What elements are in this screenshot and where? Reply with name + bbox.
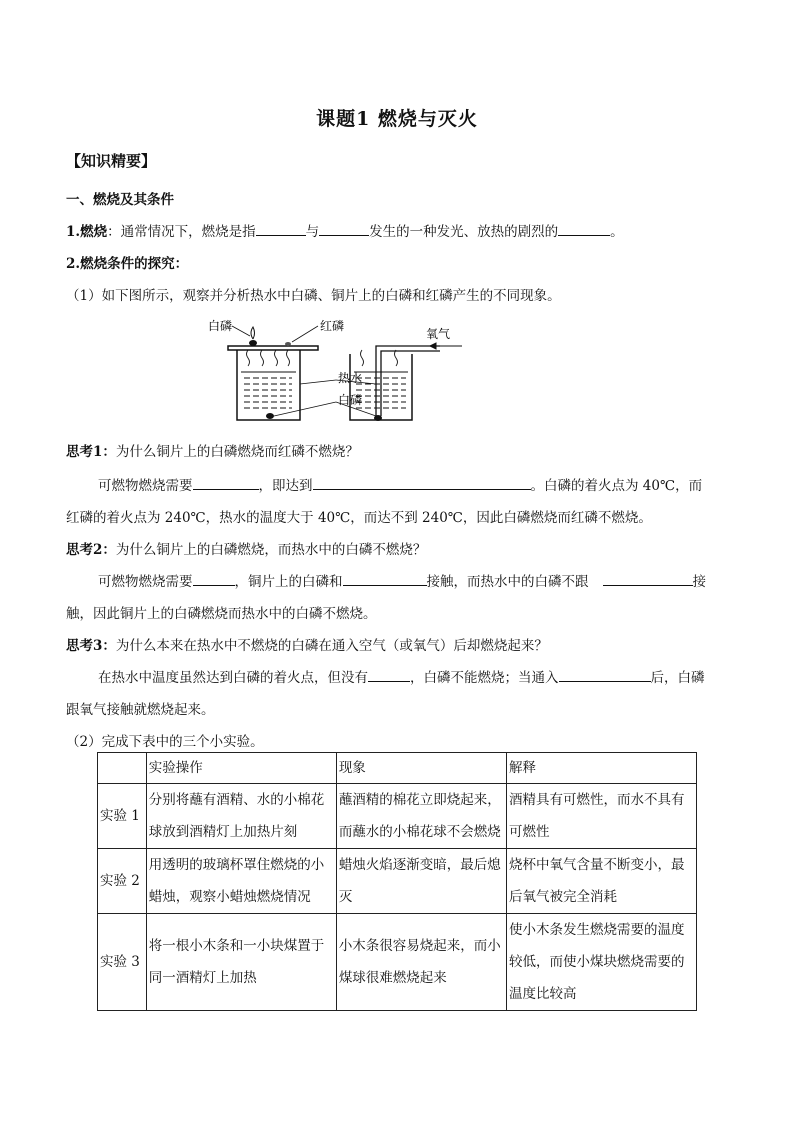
definition-label: 1.燃烧	[66, 224, 108, 240]
think1-label: 思考1：	[66, 444, 116, 460]
table-header-cell: 解释	[506, 753, 696, 784]
table-row	[98, 849, 697, 914]
section1-heading: 一、燃烧及其条件	[66, 192, 174, 208]
white-phosphorus-in-water	[266, 413, 274, 419]
table-cell: 用透明的玻璃杯罩住燃烧的小蜡烛，观察小蜡烛燃烧情况	[146, 849, 336, 914]
think3-answer-line1	[98, 666, 705, 686]
label-red-phosphorus: 红磷	[320, 319, 345, 333]
think2-question-line	[66, 538, 426, 558]
answer-blank[interactable]	[193, 477, 259, 490]
table-header-cell	[98, 753, 147, 784]
answer-blank[interactable]	[343, 573, 427, 586]
red-phosphorus	[285, 342, 291, 346]
text: 接触，而热水中的白磷不跟	[426, 574, 589, 590]
white-phosphorus-burning	[249, 327, 257, 346]
text: 与	[305, 224, 320, 240]
text: 在热水中温度虽然达到白磷的着火点，但没有	[98, 670, 368, 686]
think1-answer-line1	[98, 474, 702, 494]
think3-answer-line2: 跟氧气接触就燃烧起来。	[66, 702, 215, 718]
table-row	[98, 784, 697, 849]
table-cell: 小木条很容易烧起来，而小煤球很难燃烧起来	[336, 914, 506, 1011]
table-cell: 烧杯中氧气含量不断变小，最后氧气被完全消耗	[506, 849, 696, 914]
think2-label: 思考2：	[66, 542, 116, 558]
text: 发生的一种发光、放热的剧烈的	[369, 224, 559, 240]
answer-blank[interactable]	[256, 223, 306, 236]
table-cell: 实验 2	[98, 849, 147, 914]
answer-blank[interactable]	[603, 573, 693, 586]
table-cell: 使小木条发生燃烧需要的温度较低，而使小煤块燃烧需要的温度比较高	[506, 914, 696, 1011]
table-cell: 实验 1	[98, 784, 147, 849]
think2-question: 为什么铜片上的白磷燃烧，而热水中的白磷不燃烧？	[115, 542, 427, 558]
text: 可燃物燃烧需要	[98, 478, 193, 494]
text: ，即达到	[258, 478, 313, 494]
think3-question: 为什么本来在热水中不燃烧的白磷在通入空气（或氧气）后却燃烧起来？	[115, 638, 548, 654]
think1-question: 为什么铜片上的白磷燃烧而红磷不燃烧？	[115, 444, 359, 460]
text: 可燃物燃烧需要	[98, 574, 193, 590]
table-cell: 酒精具有可燃性，而水不具有可燃性	[506, 784, 696, 849]
paragraph-figure-intro: （1）如下图所示，观察并分析热水中白磷、铜片上的白磷和红磷产生的不同现象。	[66, 288, 561, 304]
left-water	[241, 372, 296, 408]
table-cell: 蘸酒精的棉花立即烧起来，而蘸水的小棉花球不会燃烧	[336, 784, 506, 849]
page-title: 课题1 燃烧与灭火	[316, 108, 478, 130]
think1-answer-line2: 红磷的着火点为 240℃，热水的温度大于 40℃，而达不到 240℃，因此白磷燃烧而红磷不燃烧。	[66, 510, 652, 526]
table-cell: 分别将蘸有酒精、水的小棉花球放到酒精灯上加热片刻	[146, 784, 336, 849]
paragraph-combustion-definition	[66, 220, 624, 240]
table-intro: （2）完成下表中的三个小实验。	[66, 734, 264, 750]
answer-blank[interactable]	[559, 669, 651, 682]
table-header-cell: 现象	[336, 753, 506, 784]
subheading-condition-experiment: 2.燃烧条件的探究：	[66, 256, 189, 272]
right-vapor	[361, 350, 398, 366]
text: 。白磷的着火点为 40℃，而	[530, 478, 703, 494]
label-white-phosphorus-top: 白磷	[208, 319, 233, 333]
text: ：通常情况下，燃烧是指	[107, 224, 256, 240]
label-white-phosphorus-bottom: 白磷	[338, 393, 363, 407]
text: ，白磷不能燃烧；当通入	[410, 670, 559, 686]
text: ，铜片上的白磷和	[234, 574, 343, 590]
table-cell: 实验 3	[98, 914, 147, 1011]
oxygen-arrow-icon	[430, 343, 462, 349]
answer-blank[interactable]	[193, 573, 235, 586]
think2-answer-line1	[98, 570, 706, 590]
think1-question-line	[66, 440, 359, 460]
think2-answer-line2: 触，因此铜片上的白磷燃烧而热水中的白磷不燃烧。	[66, 606, 377, 622]
table-header-cell: 实验操作	[146, 753, 336, 784]
table-header-row	[98, 753, 697, 784]
experiments-table	[97, 752, 697, 1011]
answer-blank[interactable]	[368, 669, 410, 682]
table-row	[98, 914, 697, 1011]
left-vapor	[247, 350, 290, 366]
think3-label: 思考3：	[66, 638, 116, 654]
oxygen-tube	[376, 346, 440, 416]
text: 。	[610, 224, 624, 240]
table-cell: 将一根小木条和一小块煤置于同一酒精灯上加热	[146, 914, 336, 1011]
experiment-figure	[200, 312, 470, 428]
text: 接	[692, 574, 706, 590]
think3-question-line	[66, 634, 548, 654]
answer-blank[interactable]	[319, 223, 369, 236]
label-oxygen: 氧气	[426, 327, 451, 341]
table-cell: 蜡烛火焰逐渐变暗，最后熄灭	[336, 849, 506, 914]
text: 后，白磷	[650, 670, 705, 686]
answer-blank[interactable]	[558, 223, 610, 236]
label-hot-water: 热水	[338, 371, 363, 385]
answer-blank[interactable]	[313, 477, 531, 490]
knowledge-heading: 【知识精要】	[66, 152, 157, 170]
